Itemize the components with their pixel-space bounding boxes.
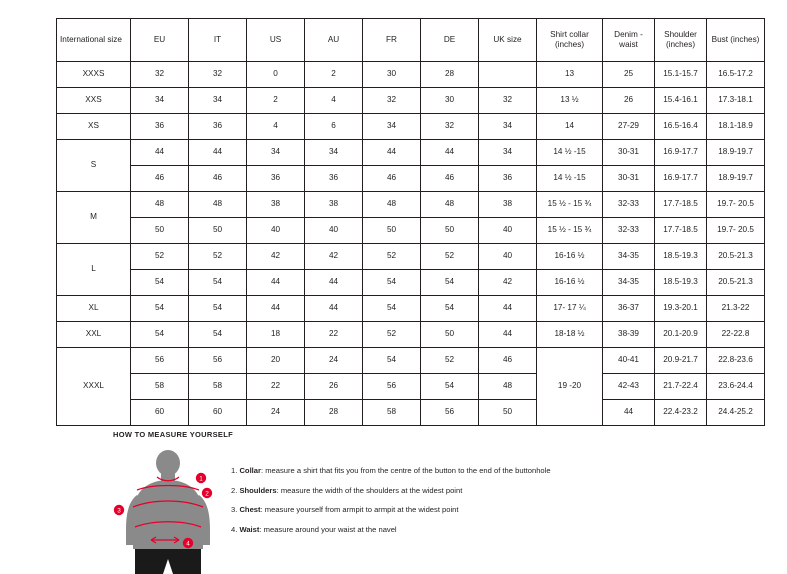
cell-uk-size: 50	[479, 400, 537, 426]
cell-us: 4	[247, 114, 305, 140]
cell-bust: 17.3-18.1	[707, 88, 765, 114]
cell-it: 32	[189, 62, 247, 88]
cell-shoulder: 16.9-17.7	[655, 140, 707, 166]
torso-illustration	[113, 449, 223, 574]
cell-uk-size: 42	[479, 270, 537, 296]
cell-international-size: XXXS	[57, 62, 131, 88]
cell-bust: 18.9-19.7	[707, 140, 765, 166]
cell-international-size: XXL	[57, 322, 131, 348]
cell-fr: 52	[363, 244, 421, 270]
cell-fr: 52	[363, 322, 421, 348]
cell-us: 0	[247, 62, 305, 88]
measure-step-number: 3.	[231, 505, 240, 515]
cell-uk-size: 44	[479, 296, 537, 322]
cell-uk-size: 44	[479, 322, 537, 348]
cell-de: 30	[421, 88, 479, 114]
cell-denim-waist: 30-31	[603, 166, 655, 192]
measure-step	[231, 526, 551, 534]
cell-fr: 54	[363, 270, 421, 296]
cell-it: 52	[189, 244, 247, 270]
cell-denim-waist: 32-33	[603, 218, 655, 244]
cell-bust: 19.7- 20.5	[707, 218, 765, 244]
cell-eu: 60	[131, 400, 189, 426]
cell-bust: 22-22.8	[707, 322, 765, 348]
table-row	[57, 400, 765, 426]
cell-au: 40	[305, 218, 363, 244]
table-row	[57, 88, 765, 114]
cell-de: 54	[421, 374, 479, 400]
cell-uk-size	[479, 62, 537, 88]
svg-text:2: 2	[205, 490, 209, 498]
cell-it: 58	[189, 374, 247, 400]
cell-uk-size: 34	[479, 140, 537, 166]
svg-text:1: 1	[199, 475, 203, 483]
measure-step	[231, 487, 551, 495]
cell-au: 44	[305, 270, 363, 296]
cell-eu: 58	[131, 374, 189, 400]
cell-us: 20	[247, 348, 305, 374]
measure-step	[231, 506, 551, 514]
cell-us: 2	[247, 88, 305, 114]
cell-denim-waist: 38-39	[603, 322, 655, 348]
cell-fr: 34	[363, 114, 421, 140]
cell-shoulder: 20.9-21.7	[655, 348, 707, 374]
table-row	[57, 62, 765, 88]
table-row	[57, 140, 765, 166]
cell-it: 34	[189, 88, 247, 114]
cell-shoulder: 17.7-18.5	[655, 192, 707, 218]
cell-denim-waist: 34-35	[603, 244, 655, 270]
cell-au: 6	[305, 114, 363, 140]
cell-shoulder: 19.3-20.1	[655, 296, 707, 322]
measure-step-label: Shoulders	[239, 485, 277, 495]
cell-fr: 32	[363, 88, 421, 114]
measure-step-text: : measure the width of the shoulders at the widest point	[276, 485, 463, 495]
cell-de: 54	[421, 296, 479, 322]
cell-eu: 54	[131, 296, 189, 322]
cell-denim-waist: 42-43	[603, 374, 655, 400]
column-header-eu: EU	[131, 19, 189, 62]
body-diagram	[113, 449, 223, 574]
cell-shirt-collar: 14 ½ -15	[537, 166, 603, 192]
measure-step	[231, 467, 551, 475]
cell-it: 46	[189, 166, 247, 192]
measure-step-label: Chest	[239, 505, 261, 515]
measure-step-number: 2.	[231, 485, 240, 495]
cell-de: 50	[421, 218, 479, 244]
column-header-it: IT	[189, 19, 247, 62]
cell-bust: 16.5-17.2	[707, 62, 765, 88]
cell-international-size: S	[57, 140, 131, 192]
table-row	[57, 114, 765, 140]
cell-us: 44	[247, 270, 305, 296]
cell-au: 28	[305, 400, 363, 426]
cell-de: 52	[421, 348, 479, 374]
table-row	[57, 244, 765, 270]
cell-fr: 56	[363, 374, 421, 400]
cell-bust: 20.5-21.3	[707, 244, 765, 270]
cell-eu: 52	[131, 244, 189, 270]
cell-shirt-collar: 16-16 ½	[537, 244, 603, 270]
measure-step-number: 1.	[231, 466, 240, 475]
table-row	[57, 374, 765, 400]
cell-denim-waist: 44	[603, 400, 655, 426]
cell-us: 24	[247, 400, 305, 426]
cell-fr: 54	[363, 296, 421, 322]
cell-fr: 50	[363, 218, 421, 244]
cell-de: 44	[421, 140, 479, 166]
cell-international-size: XS	[57, 114, 131, 140]
cell-shoulder: 15.4-16.1	[655, 88, 707, 114]
cell-au: 4	[305, 88, 363, 114]
column-header-us: US	[247, 19, 305, 62]
cell-bust: 18.1-18.9	[707, 114, 765, 140]
measure-step-number: 4.	[231, 524, 240, 534]
size-table	[56, 18, 765, 426]
cell-shoulder: 21.7-22.4	[655, 374, 707, 400]
cell-it: 56	[189, 348, 247, 374]
cell-shirt-collar: 14	[537, 114, 603, 140]
cell-eu: 56	[131, 348, 189, 374]
measure-step-text: : measure a shirt that fits you from the centre of the button to the end of the buttonhole	[260, 466, 551, 475]
cell-bust: 18.9-19.7	[707, 166, 765, 192]
cell-denim-waist: 36-37	[603, 296, 655, 322]
cell-uk-size: 46	[479, 348, 537, 374]
cell-eu: 48	[131, 192, 189, 218]
table-row	[57, 166, 765, 192]
how-to-measure-section	[113, 430, 733, 574]
size-chart	[56, 18, 760, 426]
measure-step-text: : measure yourself from armpit to armpit at the widest point	[260, 505, 459, 515]
column-header-denim-waist: Denim - waist	[603, 19, 655, 62]
cell-denim-waist: 27-29	[603, 114, 655, 140]
measure-step-label: Collar	[239, 466, 261, 475]
cell-us: 36	[247, 166, 305, 192]
column-header-fr: FR	[363, 19, 421, 62]
cell-shirt-collar: 13	[537, 62, 603, 88]
cell-bust: 19.7- 20.5	[707, 192, 765, 218]
cell-it: 54	[189, 322, 247, 348]
cell-shoulder: 15.1-15.7	[655, 62, 707, 88]
cell-uk-size: 48	[479, 374, 537, 400]
cell-au: 26	[305, 374, 363, 400]
table-row	[57, 218, 765, 244]
cell-eu: 50	[131, 218, 189, 244]
cell-uk-size: 36	[479, 166, 537, 192]
column-header-au: AU	[305, 19, 363, 62]
cell-shirt-collar: 16-16 ½	[537, 270, 603, 296]
cell-uk-size: 40	[479, 244, 537, 270]
cell-au: 36	[305, 166, 363, 192]
cell-shoulder: 17.7-18.5	[655, 218, 707, 244]
cell-de: 50	[421, 322, 479, 348]
cell-au: 38	[305, 192, 363, 218]
cell-de: 54	[421, 270, 479, 296]
column-header-bust: Bust (inches)	[707, 19, 765, 62]
cell-it: 60	[189, 400, 247, 426]
cell-us: 44	[247, 296, 305, 322]
cell-international-size: XXXL	[57, 348, 131, 426]
how-to-measure-title: HOW TO MEASURE YOURSELF	[113, 430, 233, 439]
cell-it: 36	[189, 114, 247, 140]
cell-shirt-collar: 19 -20	[537, 348, 603, 426]
cell-eu: 54	[131, 270, 189, 296]
cell-de: 52	[421, 244, 479, 270]
cell-it: 50	[189, 218, 247, 244]
cell-bust: 24.4-25.2	[707, 400, 765, 426]
cell-de: 28	[421, 62, 479, 88]
measure-step-label: Waist	[239, 524, 260, 534]
table-row	[57, 270, 765, 296]
cell-eu: 54	[131, 322, 189, 348]
cell-fr: 58	[363, 400, 421, 426]
cell-fr: 44	[363, 140, 421, 166]
column-header-uk-size: UK size	[479, 19, 537, 62]
cell-shirt-collar: 18-18 ½	[537, 322, 603, 348]
cell-bust: 23.6-24.4	[707, 374, 765, 400]
cell-denim-waist: 30-31	[603, 140, 655, 166]
cell-shirt-collar: 14 ½ -15	[537, 140, 603, 166]
cell-us: 34	[247, 140, 305, 166]
cell-de: 48	[421, 192, 479, 218]
table-row	[57, 296, 765, 322]
cell-international-size: XXS	[57, 88, 131, 114]
cell-uk-size: 34	[479, 114, 537, 140]
cell-uk-size: 40	[479, 218, 537, 244]
cell-shirt-collar: 15 ½ - 15 ¾	[537, 218, 603, 244]
cell-au: 34	[305, 140, 363, 166]
table-row	[57, 192, 765, 218]
table-row	[57, 348, 765, 374]
table-body	[57, 62, 765, 426]
cell-fr: 46	[363, 166, 421, 192]
cell-fr: 30	[363, 62, 421, 88]
table-row	[57, 322, 765, 348]
column-header-shoulder: Shoulder (inches)	[655, 19, 707, 62]
measure-steps-list	[231, 449, 551, 545]
cell-eu: 46	[131, 166, 189, 192]
cell-au: 22	[305, 322, 363, 348]
cell-us: 18	[247, 322, 305, 348]
column-header-international-size: International size	[57, 19, 131, 62]
cell-eu: 34	[131, 88, 189, 114]
cell-fr: 54	[363, 348, 421, 374]
cell-denim-waist: 26	[603, 88, 655, 114]
svg-text:4: 4	[186, 540, 190, 548]
cell-denim-waist: 34-35	[603, 270, 655, 296]
cell-bust: 20.5-21.3	[707, 270, 765, 296]
cell-uk-size: 32	[479, 88, 537, 114]
cell-de: 46	[421, 166, 479, 192]
cell-au: 44	[305, 296, 363, 322]
cell-shirt-collar: 17- 17 ¼	[537, 296, 603, 322]
column-header-de: DE	[421, 19, 479, 62]
cell-us: 42	[247, 244, 305, 270]
cell-us: 22	[247, 374, 305, 400]
cell-it: 54	[189, 270, 247, 296]
cell-international-size: XL	[57, 296, 131, 322]
cell-bust: 21.3-22	[707, 296, 765, 322]
cell-shirt-collar: 15 ½ - 15 ¾	[537, 192, 603, 218]
column-header-shirt-collar: Shirt collar (inches)	[537, 19, 603, 62]
cell-shoulder: 18.5-19.3	[655, 270, 707, 296]
cell-shoulder: 16.5-16.4	[655, 114, 707, 140]
cell-it: 48	[189, 192, 247, 218]
cell-international-size: M	[57, 192, 131, 244]
cell-shoulder: 18.5-19.3	[655, 244, 707, 270]
cell-denim-waist: 32-33	[603, 192, 655, 218]
cell-eu: 36	[131, 114, 189, 140]
measure-step-text: : measure around your waist at the navel	[259, 524, 397, 534]
svg-text:3: 3	[117, 507, 121, 515]
cell-fr: 48	[363, 192, 421, 218]
cell-shoulder: 16.9-17.7	[655, 166, 707, 192]
cell-eu: 44	[131, 140, 189, 166]
cell-uk-size: 38	[479, 192, 537, 218]
cell-shoulder: 22.4-23.2	[655, 400, 707, 426]
cell-shoulder: 20.1-20.9	[655, 322, 707, 348]
cell-shirt-collar: 13 ½	[537, 88, 603, 114]
cell-it: 54	[189, 296, 247, 322]
cell-de: 56	[421, 400, 479, 426]
cell-denim-waist: 25	[603, 62, 655, 88]
cell-au: 24	[305, 348, 363, 374]
cell-au: 42	[305, 244, 363, 270]
cell-international-size: L	[57, 244, 131, 296]
cell-it: 44	[189, 140, 247, 166]
cell-denim-waist: 40-41	[603, 348, 655, 374]
table-header-row	[57, 19, 765, 62]
cell-de: 32	[421, 114, 479, 140]
cell-us: 40	[247, 218, 305, 244]
cell-au: 2	[305, 62, 363, 88]
cell-eu: 32	[131, 62, 189, 88]
cell-us: 38	[247, 192, 305, 218]
cell-bust: 22.8-23.6	[707, 348, 765, 374]
